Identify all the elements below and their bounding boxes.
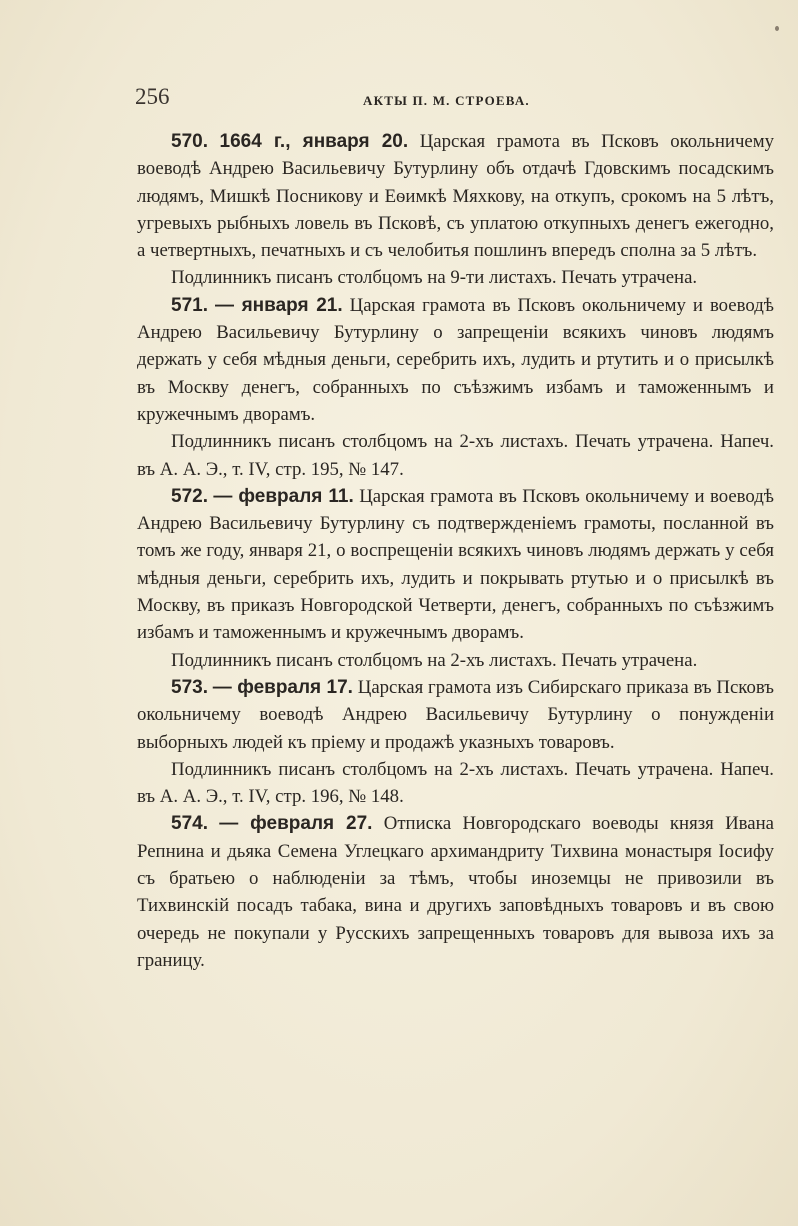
page-header	[135, 84, 775, 114]
entry-note: Подлинникъ писанъ столбцомъ на 2-хъ листахъ. Печать утрачена.	[171, 649, 698, 671]
entry-paragraph	[137, 292, 774, 428]
running-title: АКТЫ П. М. СТРОЕВА.	[363, 93, 530, 108]
entry-date: — января 21.	[215, 294, 343, 316]
entry-date: — февраля 27.	[219, 813, 373, 835]
entry-number: 572.	[171, 485, 208, 507]
entry-number: 570.	[171, 131, 208, 152]
entry-note: Подлинникъ писанъ столбцомъ на 2-хъ листахъ. Печать утрачена. Напеч. въ А. А. Э., т. IV, стр. 195, № 147.	[137, 431, 774, 480]
entry-text: Царская грамота въ Псковъ окольничему и воеводѣ Андрею Васильевичу Бутурлину о запрещеніи всякихъ чиновъ людямъ держать у себя мѣдныя деньги, серебрить ихъ, лудить и ртутить и о присылкѣ въ Москву денегъ, собранныхъ по съѣзжимъ избамъ и таможеннымъ и кружечнымъ дворамъ.	[137, 294, 774, 425]
entry-571	[137, 292, 774, 428]
entry-paragraph	[137, 674, 774, 756]
ink-speck	[775, 26, 779, 31]
entry-573	[137, 674, 774, 756]
entry-number: 574.	[171, 813, 208, 835]
entry-note: Подлинникъ писанъ столбцомъ на 9-ти листахъ. Печать утрачена.	[171, 267, 698, 289]
entry-note-571	[137, 428, 774, 483]
entry-text: Царская грамота изъ Сибирскаго приказа въ Псковъ окольничему воеводѣ Андрею Васильевичу Бутурлину о понужденіи выборныхъ людей къ пріему и продажѣ указныхъ товаровъ.	[137, 676, 774, 753]
entry-number: 571.	[171, 294, 208, 316]
entry-572	[137, 483, 774, 647]
entry-number: 573.	[171, 676, 208, 698]
entry-text: Царская грамота въ Псковъ окольничему воеводѣ Андрею Васильевичу Бутурлину объ отдачѣ Гдовскимъ посадскимъ людямъ, Мишкѣ Посникову и Еѳимкѣ Мяхкову, на откупъ, срокомъ на 5 лѣтъ, угревыхъ рыбныхъ ловель въ Псковѣ, съ уплатою откупныхъ денегъ ежегодно, а четвертныхъ, печатныхъ и съ челобитья пошлинъ впередъ сполна за 5 лѣтъ.	[137, 131, 775, 262]
entry-date: — февраля 17.	[212, 676, 353, 698]
entry-570	[137, 128, 774, 264]
entry-note-573	[137, 756, 774, 811]
entry-574	[137, 810, 774, 974]
entry-paragraph	[137, 128, 774, 264]
entry-paragraph	[137, 483, 774, 647]
entry-text: Царская грамота въ Псковъ окольничему и воеводѣ Андрею Васильевичу Бутурлину съ подтвержденіемъ грамоты, посланной въ томъ же году, января 21, о воспрещеніи всякихъ чиновъ людямъ держать у себя мѣдныя деньги, серебрить ихъ, лудить и покрывать ртутью и о присылкѣ въ Москву, въ приказъ Новгородской Четверти, денегъ, собранныхъ по съѣзжимъ избамъ и таможеннымъ и кружечнымъ дворамъ.	[137, 485, 775, 644]
entry-date: 1664 г., января 20.	[219, 131, 409, 152]
entry-text: Отписка Новгородскаго воеводы князя Ивана Репнина и дьяка Семена Углецкаго архимандриту Тихвина монастыря Іосифу съ братьею о наблюденіи за тѣмъ, чтобы иноземцы не привозили въ Тихвинскій посадъ табака, вина и другихъ заповѣдныхъ товаровъ и въ свою очередь не покупали у Русскихъ запрещенныхъ товаровъ для вывоза ихъ за границу.	[137, 813, 774, 971]
entry-paragraph	[137, 810, 774, 974]
page-number: 256	[135, 84, 170, 109]
entry-note-572	[137, 647, 774, 674]
page-content	[137, 128, 774, 974]
entry-note-570	[137, 264, 774, 291]
entry-date: — февраля 11.	[213, 485, 354, 507]
entry-note: Подлинникъ писанъ столбцомъ на 2-хъ листахъ. Печать утрачена. Напеч. въ А. А. Э., т. IV, стр. 196, № 148.	[137, 758, 774, 808]
